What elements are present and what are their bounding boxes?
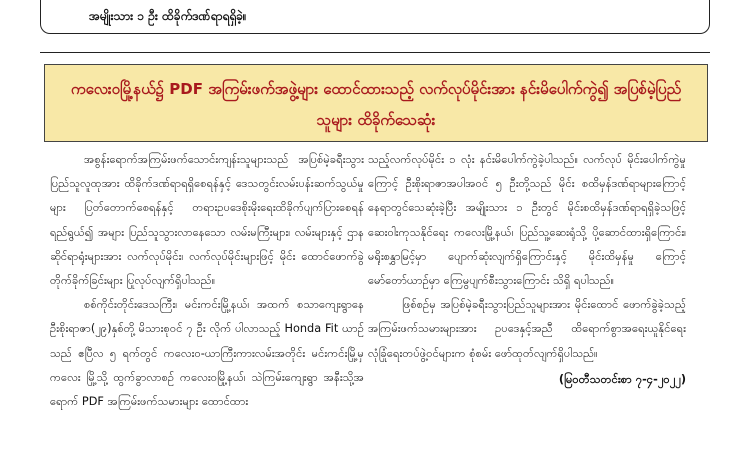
article-headline: ကလေးဝမြို့နယ်၌ PDF အကြမ်းဖက်အဖွဲ့များ ထောင်ထားသည့် လက်လုပ်မိုင်းအား နင်းမိပေါက်ကွဲ၍ အပြစ်မဲ့ပြည်သူများ ထိခိုက်သေဆုံး (70, 80, 682, 129)
article-paragraph: အစွန်းရောက်အကြမ်းဖက်သောင်းကျန်းသူများသည် အပြစ်မဲ့ခရီးသွားပြည်သူလူထုအား ထိခိုက်ဒဏ်ရာရရှိစေရန်နှင့် ဒေသတွင်းလမ်းပန်းဆက်သွယ်မှုများ ပြတ်တောက်စေရန်နှင့် တရားဥပဒေစိုးမိုးရေးထိခိုက်ပျက်ပြားစေရန်ရည်ရွယ်၍ အများ ပြည်သူသွားလာနေသော လမ်းမကြီးများ၊ လမ်းများနှင့် ဌာန ဆိုင်ရာရုံးများအား လက်လုပ်မိုင်း၊ လက်လုပ်မိုင်းများဖြင့် မိုင်း ထောင်ဖောက်ခွဲတိုက်ခိုက်ခြင်းများ ပြုလုပ်လျက်ရှိပါသည်။ (50, 153, 364, 288)
article-paragraph: စစ်ကိုင်းတိုင်းဒေသကြီး၊ မင်းကင်းမြို့နယ်၊ အထက် စသာကျေးရွာနေ ဦးစိုးရာဇာ(၂၉)နှစ်တို့ မိသားစုဝင် ၇ ဦး လိုက် ပါလာသည့် Honda Fit ယာဉ်သည် ဧပြီလ ၅ ရက်တွင် ကလေးဝ-ယာကြီးကားလမ်းအတိုင်း မင်းကင်းမြို့မှ ကလေး မြို့သို့ ထွက်ခွာလာစဉ် ကလေးဝမြို့နယ်၊ သဲကြမ်းကျေးရွာ အနီးသို့အရောက် PDF အကြမ်းဖက်သမားများ ထောင်ထား (50, 298, 364, 409)
article-column-left (50, 148, 364, 414)
headline-banner (44, 64, 708, 142)
article-source: (မြဝတီသတင်းစာ ၇-၄-၂၀၂၂) (558, 372, 686, 386)
previous-article-box (40, 0, 710, 34)
section-divider (40, 52, 710, 53)
article-column-right (368, 148, 686, 392)
article-paragraph: ဖြစ်စဉ်မှ အပြစ်မဲ့ခရီးသွားပြည်သူများအား မိုင်းထောင် ဖောက်ခွဲခဲ့သည့် အကြမ်းဖက်သမားများအား ဥပဒေနှင့်အညီ ထိရောက်စွာအရေးယူနိုင်ရေး လုံခြုံရေးတပ်ဖွဲ့ဝင်များက စုံစမ်း ဖော်ထုတ်လျက်ရှိပါသည်။ (368, 298, 686, 360)
previous-article-last-line: အမျိုးသား ၁ ဦး ထိခိုက်ဒဏ်ရာရရှိခဲ့။ (89, 9, 247, 23)
article-paragraph: သည့်လက်လုပ်မိုင်း ၁ လုံး နင်းမိပေါက်ကွဲခဲ့ပါသည်။ လက်လုပ် မိုင်းပေါက်ကွဲမှုကြောင့် ဦးစိုးရာဇာအပါအဝင် ၅ ဦးတို့သည် မိုင်း စထိမှန်ဒဏ်ရာများကြောင့် နေရာတွင်သေဆုံးခဲ့ပြီး အမျိုးသား ၁ ဦးတွင် မိုင်းစထိမှန်ဒဏ်ရာရရှိခဲ့သဖြင့် ဆေးဝါးကုသနိုင်ရေး ကလေးမြို့နယ်၊ ပြည်သူ့ဆေးရုံသို့ ပို့ဆောင်ထားရှိကြောင်း၊ မရိုးစနွှာမြင့်မှာ ပျောက်ဆုံးလျက်ရှိကြောင်းနှင့် မိုင်းထိမှန်မှု ကြောင့် မော်တော်ယာဉ်မှာ ကြေမွပျက်စီးသွားကြောင်း သိရှိ ရပါသည်။ (368, 153, 686, 288)
